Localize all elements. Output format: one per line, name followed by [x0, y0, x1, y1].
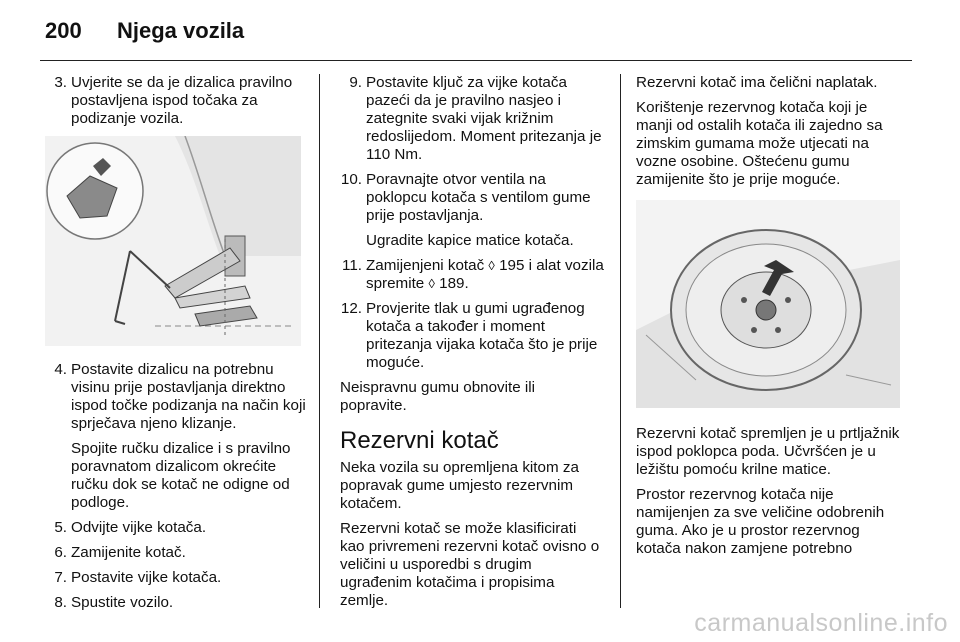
paragraph: Rezervni kotač spremljen je u prtljažnik ispod poklopca poda. Učvršćen je u ležištu pomoću krilne matice. [636, 425, 900, 478]
step-4-detail: Spojite ručku dizalice i s pravilno poravnatom dizalicom okrećite ručku dok se kotač ne odigne od podloge. [71, 440, 291, 511]
paragraph: Korištenje rezervnog kotača koji je manji od ostalih kotača ili zajedno sa zimskim gumama može utjecati na vozne osobine. Oštećenu gumu zamijenite što je prije moguće. [636, 99, 883, 188]
step-text-b: i alat vozila spremite [366, 257, 604, 292]
step-text: Postavite dizalicu na potrebnu visinu prije postavljanja direktno ispod točke podizanja na način koji sprječava njeno klizanje. [71, 361, 306, 432]
step-text: Postavite ključ za vijke kotača pazeći da je pravilno nasjeo i zategnite svaki vijak križnim redoslijedom. Moment pritezanja je 110 Nm. [366, 74, 602, 163]
step-number: 7. [54, 569, 67, 586]
step-text-a: Zamijenjeni kotač [366, 257, 489, 274]
step-7 [45, 569, 307, 587]
ref-arrow-icon: ◊ [488, 258, 495, 273]
column-3-lower [636, 425, 904, 558]
watermark: carmanualsonline.info [694, 609, 948, 637]
step-6 [45, 544, 307, 562]
step-number: 10. [340, 171, 362, 188]
step-number: 3. [54, 74, 67, 91]
page-title: Njega vozila [117, 18, 245, 43]
step-number: 4. [54, 361, 67, 378]
section-heading: Rezervni kotač [340, 427, 499, 454]
header-rule [40, 60, 912, 61]
paragraph: Prostor rezervnog kotača nije namijenjen za sve veličine odobrenih guma. Ako je u prostor rezervnog kotača nakon zamjene potrebno [636, 486, 885, 557]
step-3 [45, 74, 307, 128]
column-divider-1 [319, 74, 320, 608]
page-number: 200 [45, 18, 82, 43]
column-2 [340, 74, 605, 610]
step-4 [45, 361, 307, 433]
step-text: Postavite vijke kotača. [71, 569, 222, 586]
jack-icon [45, 136, 301, 346]
step-text: Odvijte vijke kotača. [71, 519, 207, 536]
step-11 [340, 257, 605, 293]
step-number: 12. [340, 300, 362, 317]
jack-illustration [45, 136, 301, 346]
step-text: Provjerite tlak u gumi ugrađenog kotača a također i moment pritezanja vijaka kotača što je prije moguće. [366, 300, 598, 371]
step-12 [340, 300, 605, 372]
paragraph: Rezervni kotač se može klasificirati kao privremeni rezervni kotač ovisno o veličini u usporedbi s drugim ugrađenim kotačima i propisima zemlje. [340, 520, 600, 609]
paragraph: Neispravnu gumu obnovite ili popravite. [340, 379, 536, 414]
step-text: Spustite vozilo. [71, 594, 174, 611]
step-5 [45, 519, 307, 537]
step-10-detail: Ugradite kapice matice kotača. [366, 232, 574, 249]
column-1-lower [45, 361, 307, 612]
step-8 [45, 594, 307, 612]
column-1 [45, 74, 307, 128]
step-10 [340, 171, 605, 225]
step-number: 9. [349, 74, 362, 91]
step-number: 11. [342, 257, 362, 274]
ref-arrow-icon: ◊ [428, 276, 435, 291]
page-ref-link[interactable]: 189 [439, 275, 465, 292]
column-divider-2 [620, 74, 621, 608]
step-text: Poravnajte otvor ventila na poklopcu kotača s ventilom gume prije postavljanja. [366, 171, 591, 224]
step-number: 8. [54, 594, 67, 611]
spare-wheel-illustration [636, 200, 900, 408]
step-number: 5. [54, 519, 67, 536]
step-9 [340, 74, 605, 164]
column-3 [636, 74, 904, 189]
step-number: 6. [54, 544, 67, 561]
paragraph: Rezervni kotač ima čelični naplatak. [636, 74, 878, 91]
spare-wheel-icon [636, 200, 900, 408]
step-text: Zamijenite kotač. [71, 544, 186, 561]
paragraph: Neka vozila su opremljena kitom za popravak gume umjesto rezervnim kotačem. [340, 459, 579, 512]
step-text-c: . [464, 275, 469, 292]
page-ref-link[interactable]: 195 [499, 257, 525, 274]
step-text: Uvjerite se da je dizalica pravilno postavljena ispod točaka za podizanje vozila. [71, 74, 293, 127]
